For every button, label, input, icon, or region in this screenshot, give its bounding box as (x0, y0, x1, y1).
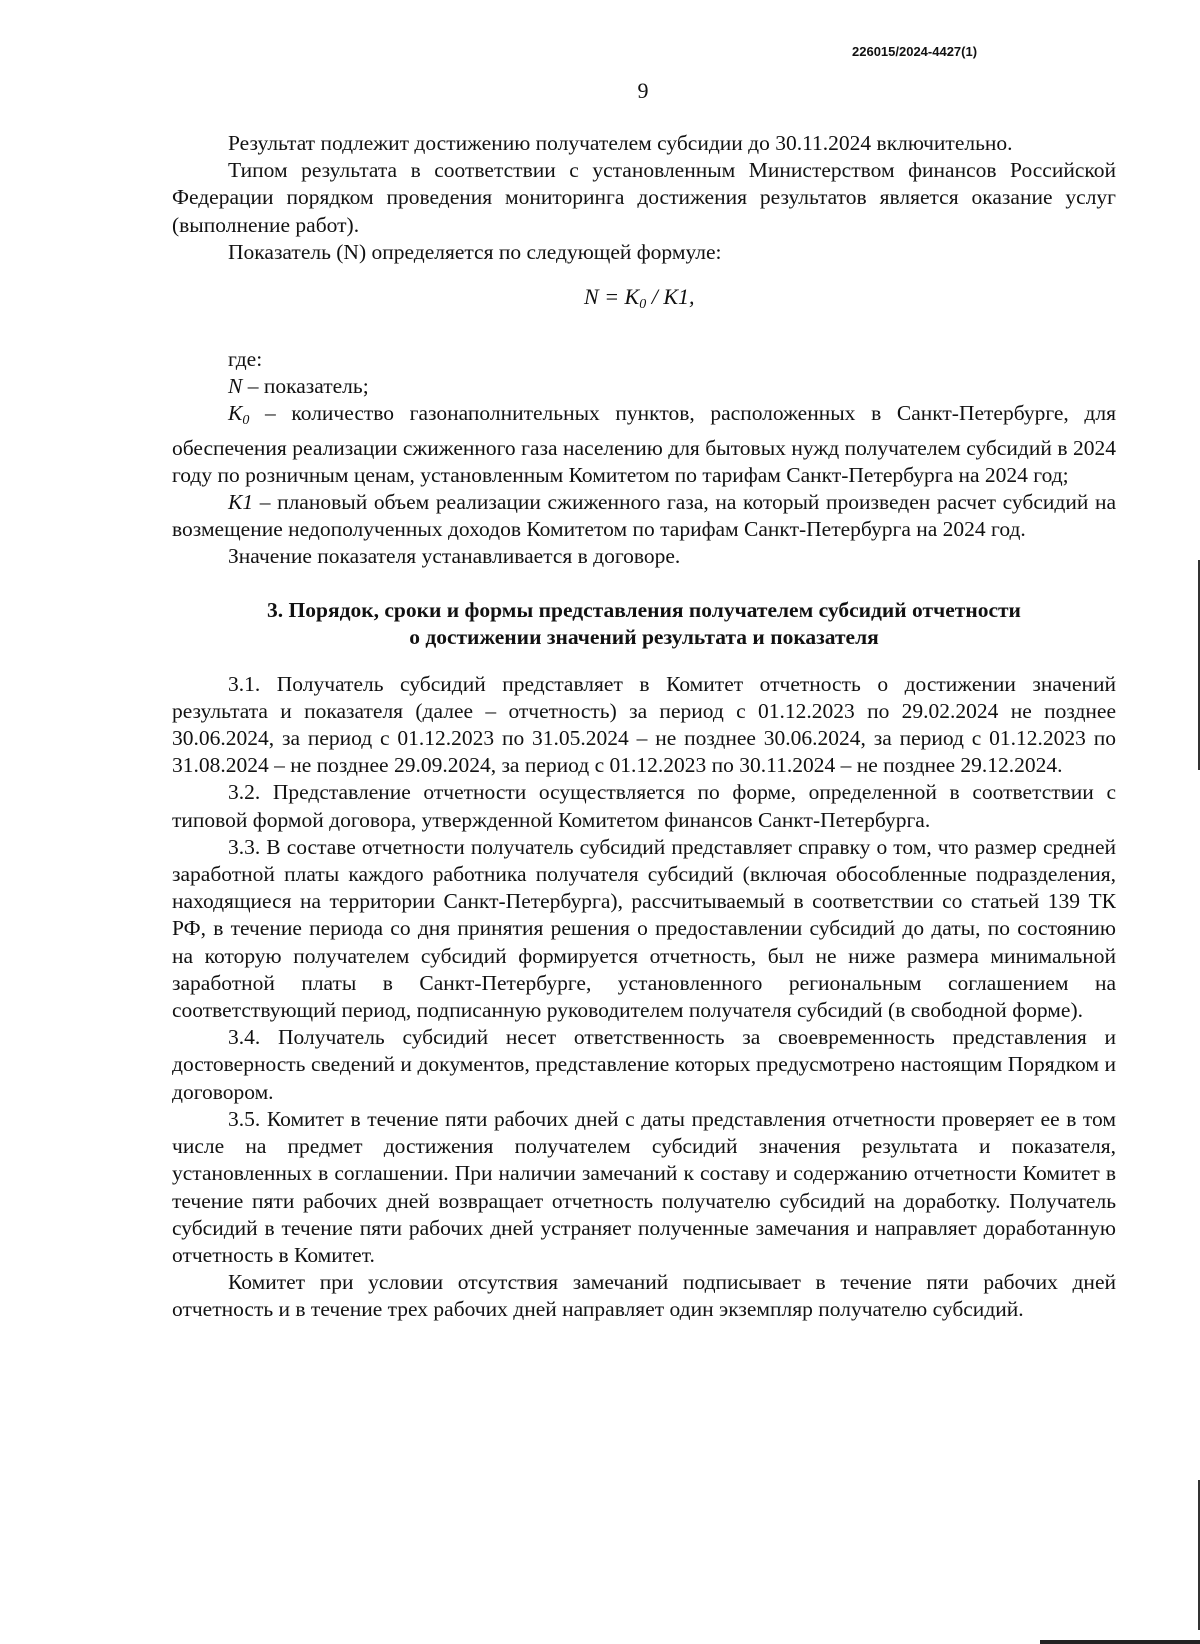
definition-k1-text: – плановый объем реализации сжиженного газа, на который произведен расчет субсидий на возмещение недополученных доходов Комитетом по тарифам Санкт-Петербурга на 2024 год. (172, 490, 1116, 542)
result-deadline-paragraph: Результат подлежит достижению получателем субсидии до 30.11.2024 включительно. (228, 131, 1013, 155)
clause-3-1: 3.1. Получатель субсидий представляет в Комитет отчетность о достижении значений результата и показателя (далее – отчетность) за период с 01.12.2023 по 29.02.2024 не позднее 30.06.2024, за период с 01.12.2023 по 31.05.2024 – не позднее 30.06.2024, за период с 01.12.2023 по 31.08.2024 – не позднее 29.09.2024, за период с 01.12.2023 по 30.11.2024 – не позднее 29.12.2024. (172, 671, 1116, 778)
clause-3-3: 3.3. В составе отчетности получатель субсидий представляет справку о том, что размер средней заработной платы каждого работника получателя субсидий (включая обособленные подразделения, находящиеся на территории Санкт-Петербурга), рассчитываемый в соответствии со статьей 139 ТК РФ, в течение периода со дня принятия решения о предоставлении субсидий до даты, по состоянию на которую получателем субсидий формируется отчетность, был не ниже размера минимальной заработной платы в Санкт-Петербурге, установленного региональным соглашением на соответствующий период, подписанную руководителем получателя субсидий (в свободной форме). (172, 834, 1116, 1023)
definition-k0 (172, 400, 1116, 489)
definition-k0-subscript: 0 (242, 413, 250, 429)
page-number: 9 (637, 78, 649, 103)
section-3-heading-line1: 3. Порядок, сроки и формы представления получателем субсидий отчетности (267, 597, 1021, 622)
section-spacer (172, 651, 1116, 671)
scan-bottom-edge (1040, 1640, 1200, 1644)
indicator-formula (172, 282, 1116, 320)
clause-3-5: 3.5. Комитет в течение пяти рабочих дней с даты представления отчетности проверяет ее в том числе на предмет достижения получателем субсидий значения результата и показателя, установленных в соглашении. При наличии замечаний к составу и содержанию отчетности Комитет в течение пяти рабочих дней возвращает отчетность получателю субсидий на доработку. Получатель субсидий в течение пяти рабочих дней устраняет полученные замечания и направляет доработанную отчетность в Комитет. (172, 1106, 1116, 1267)
clause-3-4: 3.4. Получатель субсидий несет ответственность за своевременность представления и достоверность сведений и документов, представление которых предусмотрено настоящим Порядком и договором. (172, 1025, 1116, 1104)
indicator-formula-intro: Показатель (N) определяется по следующей формуле: (228, 239, 722, 264)
formula-k1: K1 (663, 284, 690, 310)
formula-n: N (584, 284, 599, 310)
definition-n-text: – показатель; (242, 374, 369, 399)
result-type-paragraph: Типом результата в соответствии с установленным Министерством финансов Российской Федерации порядком проведения мониторинга достижения результатов является оказание услуг (выполнение работ). (172, 158, 1116, 237)
definition-k0-symbol: K (228, 401, 243, 426)
section-3-heading (172, 597, 1116, 651)
formula-slash: / (646, 284, 664, 310)
definition-k1-symbol: K1 (228, 490, 254, 515)
formula-equals: = (598, 284, 625, 310)
definition-k0-text: – количество газонаполнительных пунктов, расположенных в Санкт-Петербурге, для обеспечения реализации сжиженного газа населению для бытовых нужд получателем субсидий в 2024 году по розничным ценам, установленным Комитетом по тарифам Санкт-Петербурга на 2024 год; (172, 401, 1116, 487)
document-id: 226015/2024-4427(1) (852, 44, 978, 59)
document-body (172, 130, 1116, 1324)
formula-tail: , (689, 284, 695, 310)
clause-3-2: 3.2. Представление отчетности осуществляется по форме, определенной в соответствии с типовой формой договора, утвержденной Комитетом финансов Санкт-Петербурга. (172, 780, 1116, 832)
where-label: где: (228, 347, 263, 372)
formula-k-subscript: 0 (639, 297, 647, 313)
formula-k: K (624, 284, 640, 310)
definition-n-symbol: N (228, 374, 243, 399)
section-3-heading-line2: о достижении значений результата и показателя (409, 624, 879, 649)
definition-n (172, 373, 1116, 400)
definition-k1 (172, 489, 1116, 543)
indicator-value-note: Значение показателя устанавливается в договоре. (228, 544, 681, 569)
clause-3-5-continuation: Комитет при условии отсутствия замечаний подписывает в течение пяти рабочих дней отчетность и в течение трех рабочих дней направляет один экземпляр получателю субсидий. (172, 1270, 1116, 1322)
